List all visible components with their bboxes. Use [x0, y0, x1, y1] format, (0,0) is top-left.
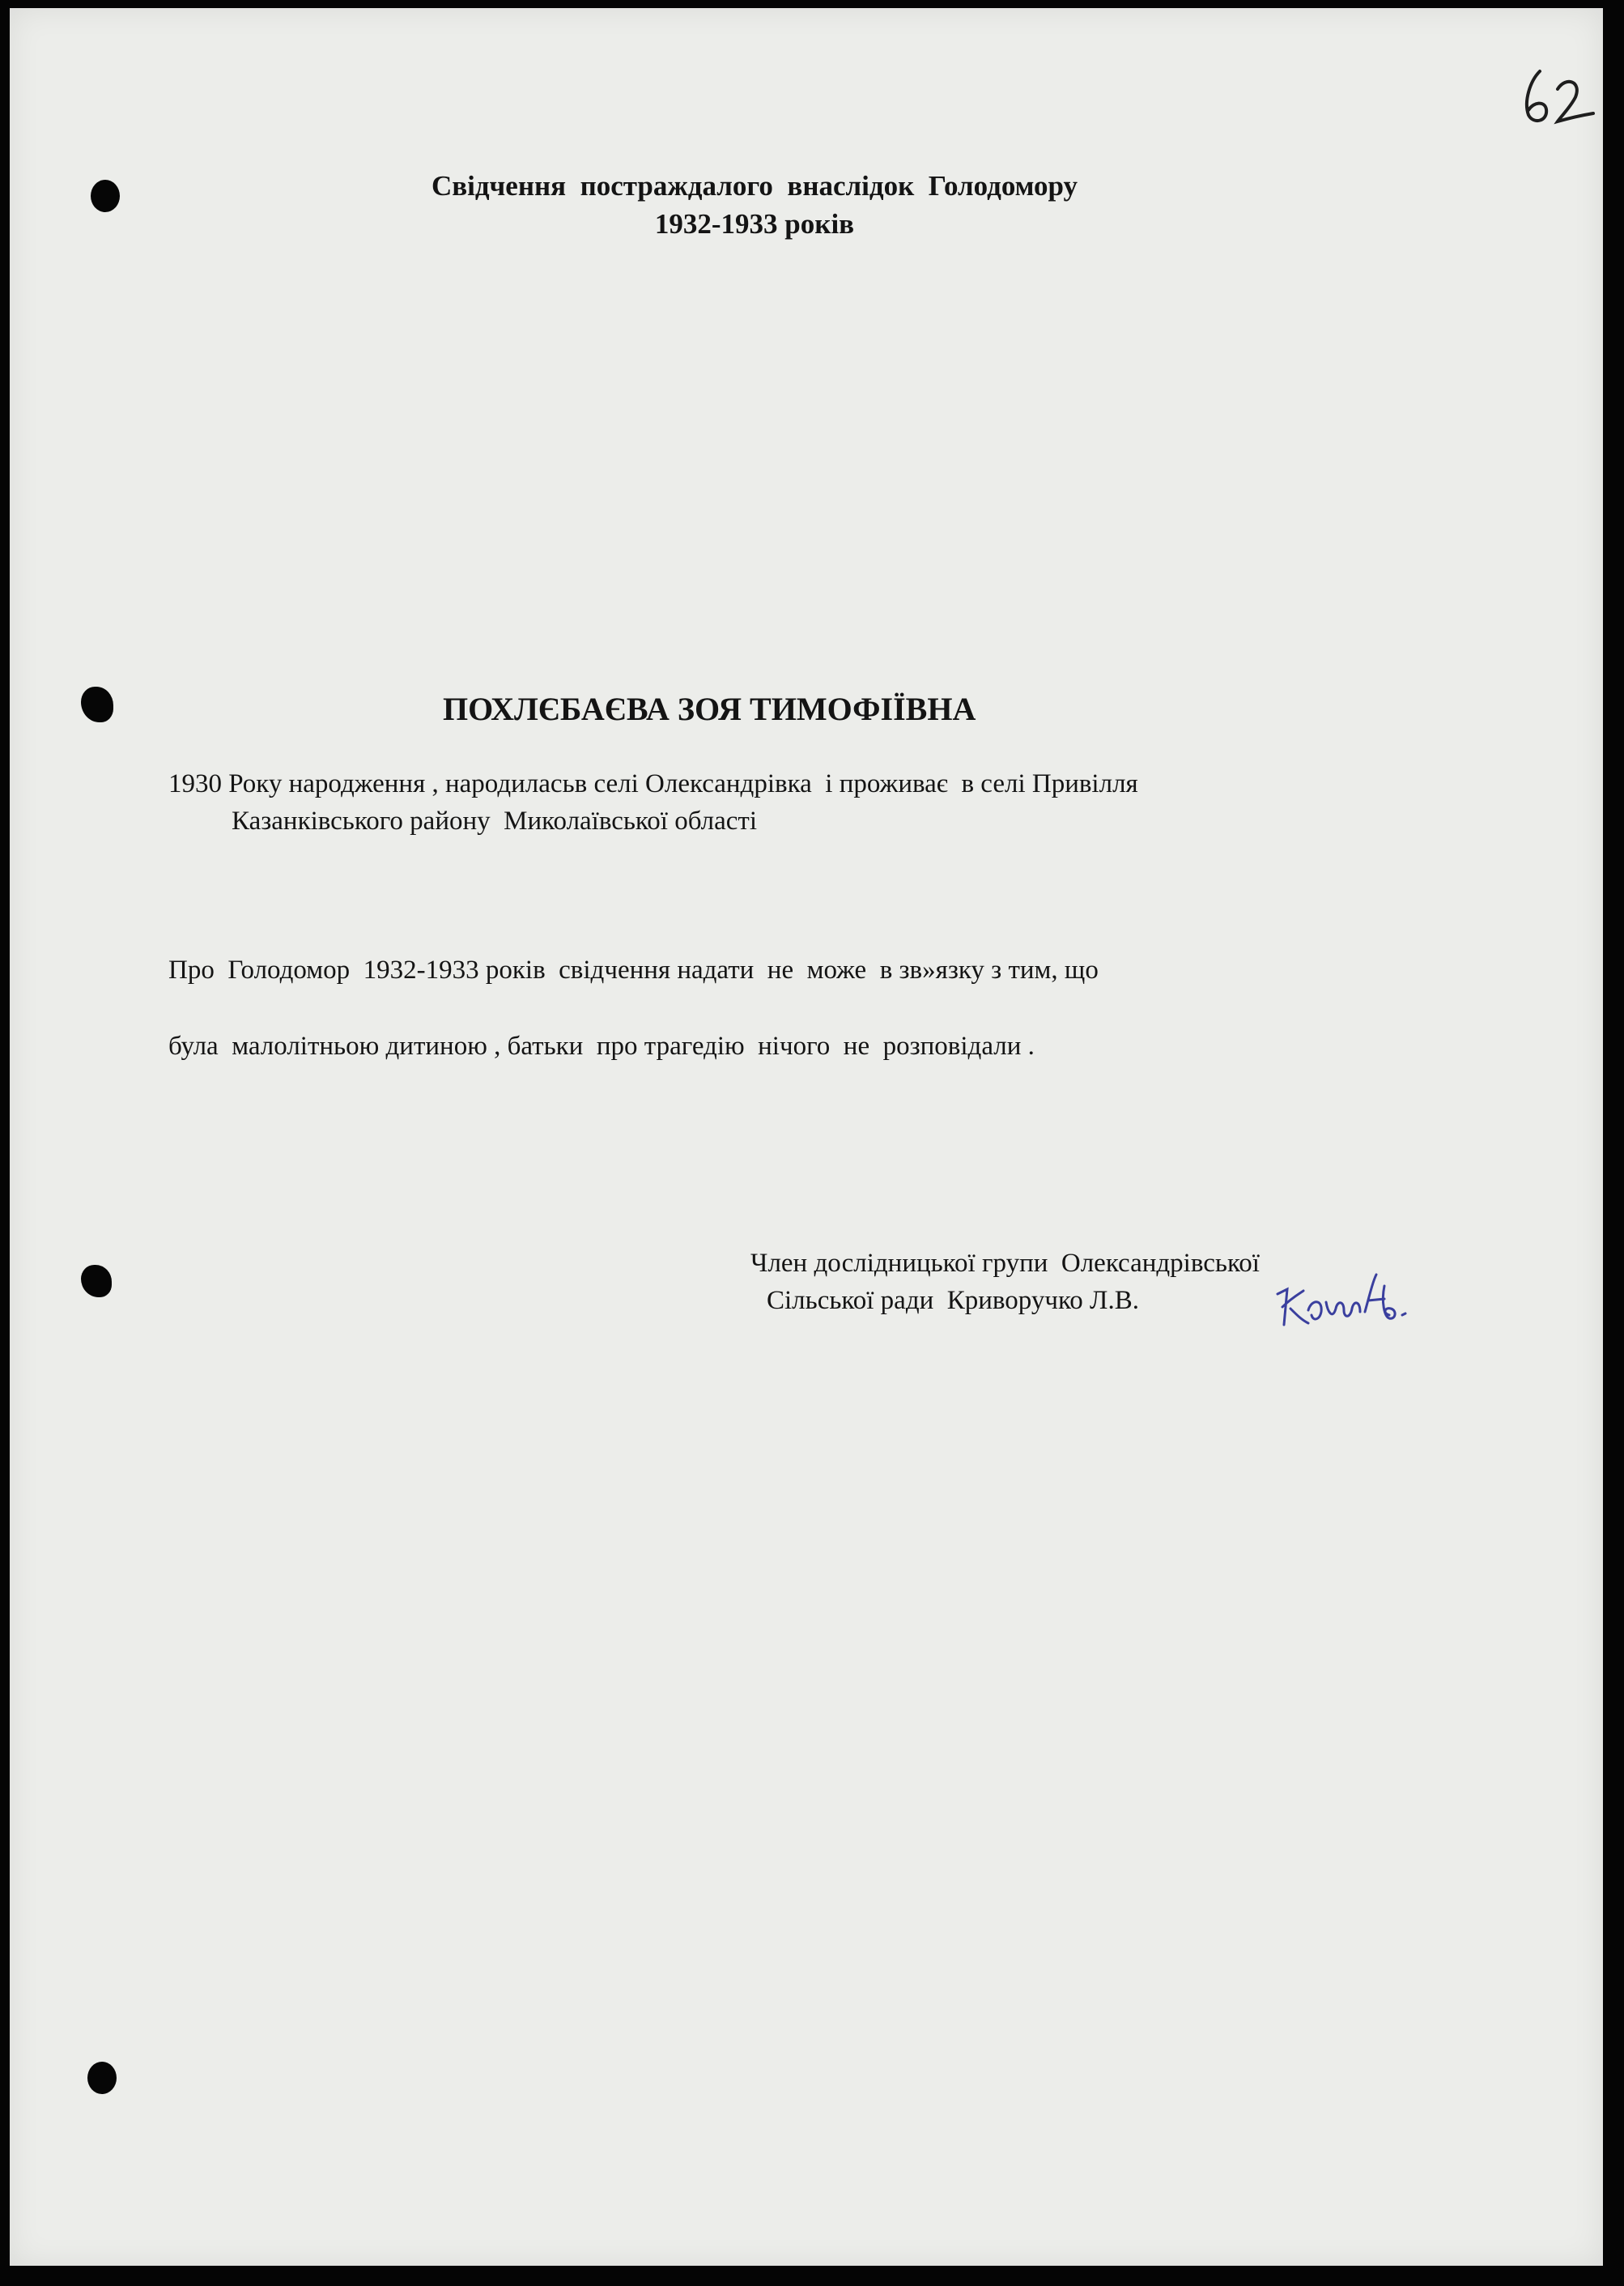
punch-hole-2 — [81, 687, 113, 722]
testimony-line-2: була малолітньою дитиною , батьки про трагедію нічого не розповідали . — [168, 1032, 1035, 1061]
punch-hole-1 — [91, 180, 120, 212]
handwritten-signature — [1263, 1262, 1421, 1335]
punch-hole-4 — [87, 2062, 117, 2094]
punch-hole-3 — [81, 1265, 112, 1297]
bio-line-2: Казанківського району Миколаївської області — [232, 807, 758, 836]
signatory-line-1: Член дослідницької групи Олександрівської — [750, 1249, 1260, 1278]
document-page — [10, 8, 1603, 2266]
document-heading-line-2: 1932-1933 років — [654, 208, 855, 240]
bio-line-1: 1930 Року народження , народиласьв селі Олександрівка і проживає в селі Привілля — [168, 769, 1138, 798]
testimony-line-1: Про Голодомор 1932-1933 років свідчення надати не може в зв»язку з тим, що — [168, 956, 1099, 985]
signatory-line-2: Сільської ради Криворучко Л.В. — [767, 1286, 1139, 1315]
document-heading-line-1: Свідчення постраждалого внаслідок Голодомору — [431, 170, 1078, 202]
handwritten-page-number — [1516, 65, 1605, 130]
person-name: ПОХЛЄБАЄВА ЗОЯ ТИМОФІЇВНА — [443, 691, 976, 727]
